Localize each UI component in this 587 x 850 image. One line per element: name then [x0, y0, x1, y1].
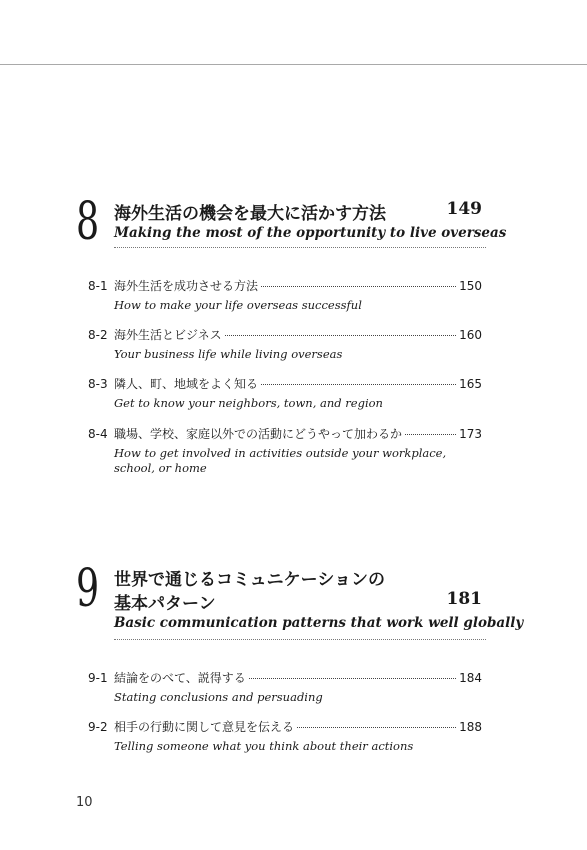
chapter-subtitle-en: Basic communication patterns that work well globally: [114, 615, 524, 631]
toc-entry[interactable]: [88, 278, 482, 313]
dot-leader: [261, 384, 456, 385]
section-number: 8-4: [88, 427, 108, 441]
toc-entry[interactable]: [88, 670, 482, 705]
section-title: 海外生活とビジネス: [114, 328, 222, 342]
section-number: 9-2: [88, 720, 108, 734]
section-title-en: How to get involved in activities outside your workplace, school, or home: [114, 446, 447, 475]
dot-leader: [405, 434, 456, 435]
header-rule: [0, 64, 587, 65]
section-title-en: Get to know your neighbors, town, and region: [114, 396, 383, 410]
section-title-en: Stating conclusions and persuading: [114, 690, 323, 704]
chapter-title: 海外生活の機会を最大に活かす方法: [114, 204, 386, 224]
toc-entry[interactable]: [88, 327, 482, 362]
section-number: 8-3: [88, 377, 108, 391]
section-number: 8-1: [88, 279, 108, 293]
section-page: 188: [459, 720, 482, 734]
section-page: 150: [459, 279, 482, 293]
section-title-en: Telling someone what you think about their actions: [114, 739, 414, 753]
section-page: 173: [459, 427, 482, 441]
section-title: 相手の行動に関して意見を伝える: [114, 720, 295, 734]
chapter-divider: [114, 247, 486, 248]
chapter-subtitle-en: Making the most of the opportunity to live overseas: [114, 225, 507, 241]
section-page: 165: [459, 377, 482, 391]
toc-entry[interactable]: [88, 426, 482, 476]
page-number: 10: [76, 795, 93, 810]
section-title: 結論をのべて、説得する: [114, 671, 246, 685]
dot-leader: [249, 678, 456, 679]
chapter-page: 149: [446, 199, 482, 219]
chapter-title-line2: 基本パターン: [114, 594, 216, 614]
section-title-en: How to make your life overseas successful: [114, 298, 362, 312]
dot-leader: [261, 286, 456, 287]
chapter-page: 181: [446, 589, 482, 609]
toc-entry[interactable]: [88, 719, 482, 754]
section-page: 160: [459, 328, 482, 342]
section-page: 184: [459, 671, 482, 685]
section-title-en: Your business life while living overseas: [114, 347, 343, 361]
chapter-number: 8: [76, 192, 100, 252]
section-title: 海外生活を成功させる方法: [114, 279, 259, 293]
toc-entry[interactable]: [88, 376, 482, 411]
chapter-divider: [114, 639, 486, 640]
section-number: 8-2: [88, 328, 108, 342]
section-number: 9-1: [88, 671, 108, 685]
chapter-number: 9: [76, 559, 100, 619]
dot-leader: [225, 335, 456, 336]
chapter-title-line1: 世界で通じるコミュニケーションの: [114, 570, 385, 590]
section-title: 職場、学校、家庭以外での活動にどうやって加わるか: [114, 427, 403, 441]
dot-leader: [297, 727, 456, 728]
section-title: 隣人、町、地域をよく知る: [114, 377, 259, 391]
